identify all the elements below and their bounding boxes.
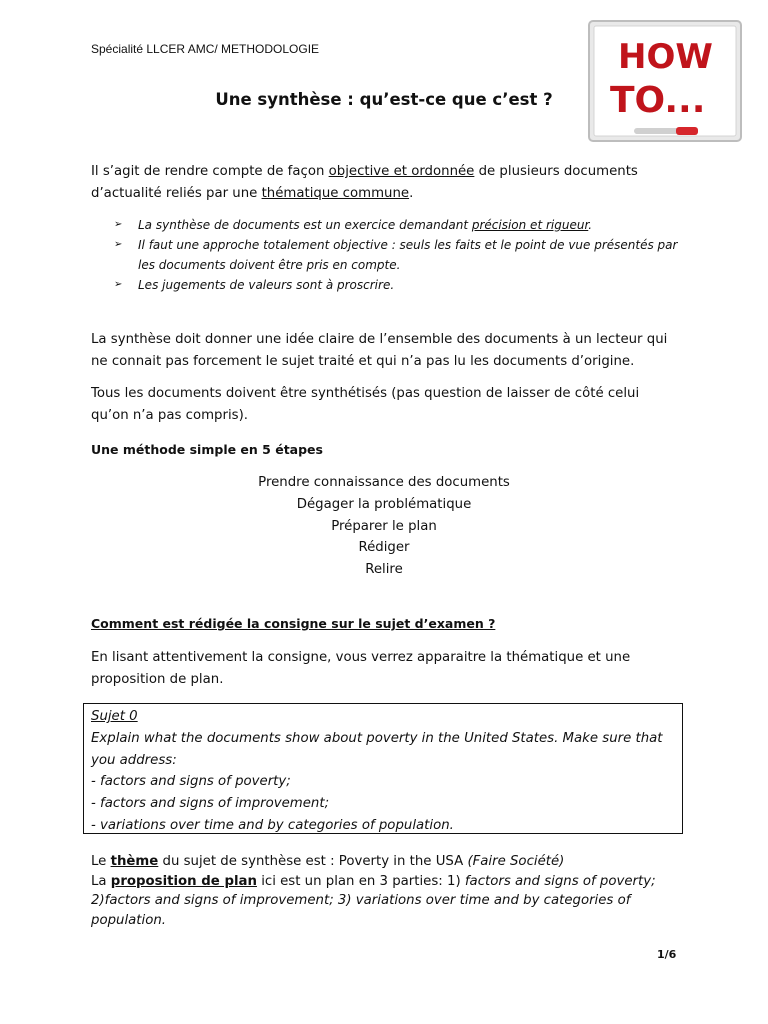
page-title: Une synthèse : qu’est-ce que c’est ? [215, 90, 553, 109]
theme-and-plan [91, 852, 681, 930]
step-item: Dégager la problématique [296, 496, 472, 512]
marker-pen-icon [676, 127, 698, 135]
list-item: ➢ La synthèse de documents est un exercice demandant précision et rigueur. [114, 215, 684, 235]
paragraph-consigne: En lisant attentivement la consigne, vous verrez apparaitre la thématique et une proposition de plan. [91, 650, 631, 687]
sujet-line: Explain what the documents show about poverty in the United States. Make sure that you address: [91, 730, 663, 768]
sujet-line: - factors and signs of improvement; [91, 796, 330, 812]
list-item: ➢ Il faut une approche totalement objective : seuls les faits et le point de vue présentés par les documents doivent être pris en compte. [114, 235, 684, 275]
sujet-box [83, 703, 683, 834]
whiteboard-icon [588, 20, 742, 142]
sujet-label: Sujet 0 [91, 709, 138, 724]
step-item: Relire [365, 562, 403, 578]
step-item: Préparer le plan [331, 518, 437, 534]
sujet-line: - factors and signs of poverty; [91, 774, 291, 790]
step-item: Prendre connaissance des documents [258, 475, 510, 490]
steps-list [0, 472, 768, 581]
page-number: 1/6 [657, 948, 677, 961]
intro-paragraph: Il s’agit de rendre compte de façon objective et ordonnée de plusieurs documents d’actualité reliés par une thématique commune. [91, 164, 638, 201]
to-text: TO... [610, 80, 706, 121]
arrow-bullet-icon: ➢ [114, 239, 123, 250]
paragraph-all-documents: Tous les documents doivent être synthétisés (pas question de laisser de côté celui qu’on n’a pas compris). [91, 386, 640, 423]
document-header: Spécialité LLCER AMC/ METHODOLOGIE [91, 42, 320, 56]
plan-line: La proposition de plan ici est un plan en 3 parties: 1) factors and signs of poverty; 2)factors and signs of improvement; 3) variations over time and by categories of population. [91, 873, 656, 928]
how-text: HOW [618, 37, 713, 77]
how-to-whiteboard-image [588, 20, 742, 142]
theme-line: Le thème du sujet de synthèse est : Poverty in the USA (Faire Société) [91, 854, 565, 869]
bullet-list [114, 215, 684, 295]
sujet-line: - variations over time and by categories of population. [91, 817, 454, 833]
method-heading: Une méthode simple en 5 étapes [91, 442, 323, 457]
paragraph-summary-goal: La synthèse doit donner une idée claire de l’ensemble des documents à un lecteur qui ne connait pas forcement le sujet traité et qui n’a pas lu les documents d’origine. [91, 332, 668, 369]
consigne-heading: Comment est rédigée la consigne sur le sujet d’examen ? [91, 616, 496, 631]
step-item: Rédiger [358, 540, 410, 556]
list-item: ➢ Les jugements de valeurs sont à proscrire. [114, 275, 684, 295]
arrow-bullet-icon: ➢ [114, 279, 123, 290]
arrow-bullet-icon: ➢ [114, 219, 123, 230]
